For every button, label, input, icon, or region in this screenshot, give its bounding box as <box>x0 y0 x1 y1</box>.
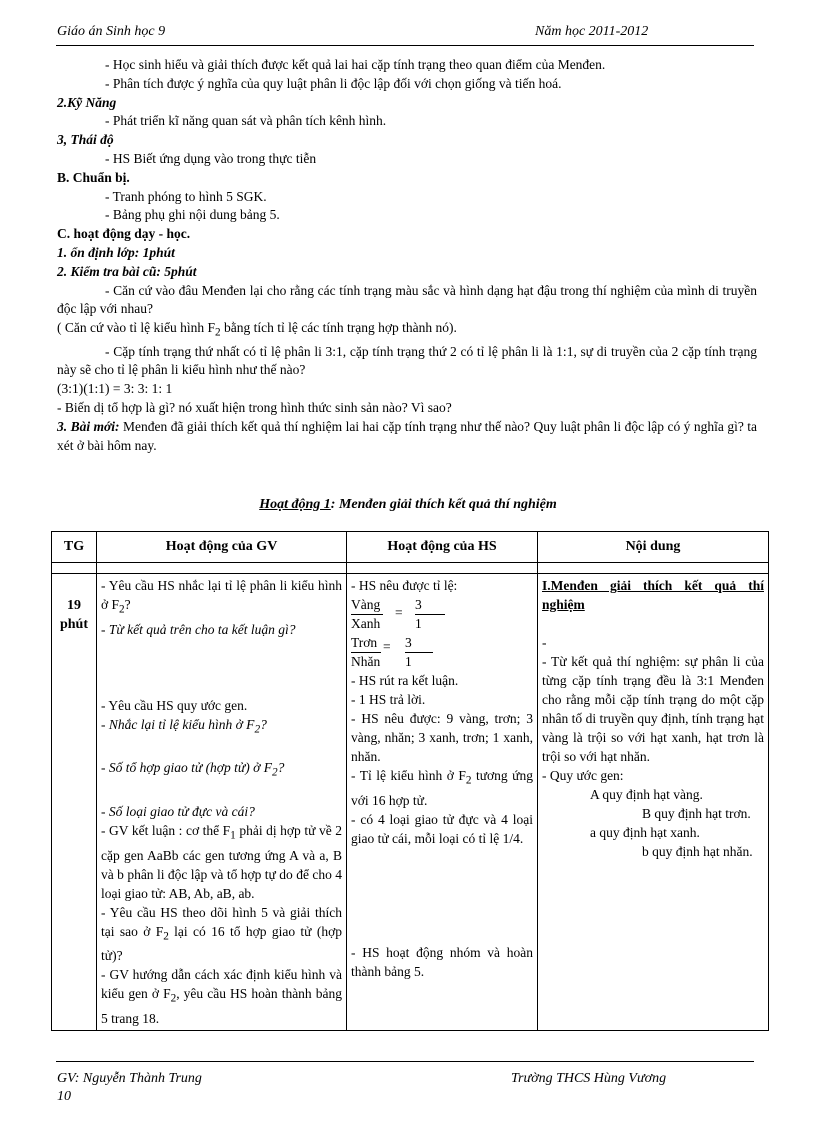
review-question: - Căn cứ vào đâu Menđen lại cho rằng các tính trạng màu sắc và hình dạng hạt đậu trong thí nghiệm của mình di truyền độc lập với nhau? <box>57 282 757 317</box>
review-answer: (3:1)(1:1) = 3: 3: 1: 1 <box>57 381 173 397</box>
gene-rule: B quy định hạt trơn. <box>642 806 751 821</box>
table-spacer-row <box>52 563 769 574</box>
content-paragraph: - Từ kết quả thí nghiệm: sự phân li của từng cặp tính trạng đều là 3:1 Menđen cho rằng mỗi cặp tính trạng do một cặp nhân tố di truyền quy định, tính trạng hạt vàng là trội so với hạt xanh, hạt trơn là trội so với hạt nhăn. <box>542 654 764 764</box>
attitude-text: - HS Biết ứng dụng vào trong thực tiễn <box>105 150 317 166</box>
hs-line: - HS nêu được: 9 vàng, trơn; 3 vàng, nhăn; 3 xanh, trơn; 1 xanh, nhăn. <box>351 711 533 764</box>
objective-line: - Học sinh hiểu và giải thích được kết quả lai hai cặp tính trạng theo quan điểm của Menđen. <box>105 57 606 72</box>
lesson-body <box>57 56 757 455</box>
footer-teacher: GV: Nguyễn Thành Trung <box>57 1071 202 1086</box>
footer-school: Trường THCS Hùng Vương <box>511 1071 667 1086</box>
gv-line: - Yêu cầu HS theo dõi hình 5 và giải thích tại sao ở $F_2$ lại có 16 tổ hợp giao tử (hợp tử)? <box>101 904 342 964</box>
prep-heading: B. Chuẩn bị. <box>57 169 130 185</box>
activity-table <box>51 531 769 1031</box>
content-dash: - <box>542 635 547 650</box>
content-paragraph: - Quy ước gen: <box>542 768 624 783</box>
hs-line: - 1 HS trả lời. <box>351 692 426 707</box>
gene-rule: A quy định hạt vàng. <box>590 787 703 802</box>
hs-line: - HS hoạt động nhóm và hoàn thành bảng 5. <box>351 944 533 979</box>
review-question: - Cặp tính trạng thứ nhất có tỉ lệ phân li 3:1, cặp tính trạng thứ 2 có tỉ lệ phân li là 1:1, sự di truyền của 2 cặp tính trạng này sẽ cho tỉ lệ phân li kiểu hình như thế nào? <box>57 343 757 378</box>
hs-line: - có 4 loại giao tử đực và 4 loại giao tử cái, mỗi loại có tỉ lệ 1/4. <box>351 811 533 846</box>
hs-line: - HS nêu được tỉ lệ: <box>351 578 458 593</box>
gv-line: - Nhắc lại tỉ lệ kiểu hình ở $F_2$? <box>101 716 267 736</box>
gene-rule: b quy định hạt nhăn. <box>642 844 753 859</box>
attitude-heading: 3, Thái độ <box>57 132 114 148</box>
gv-line: - Yêu cầu HS nhắc lại tỉ lệ phân li kiểu hình ở $F_2$? <box>101 578 342 616</box>
review-answer: ( Căn cứ vào tỉ lệ kiểu hình $F_2$ bằng tích tỉ lệ các tính trạng hợp thành nó). <box>57 320 457 339</box>
new-lesson: 3. Bài mới: Menđen đã giải thích kết quả thí nghiệm lai hai cặp tính trạng như thế nào? Quy luật phân li độc lập có ý nghĩa gì? ta xét ở bài hôm nay. <box>57 418 758 453</box>
skills-text: - Phát triển kĩ năng quan sát và phân tích kênh hình. <box>105 113 387 129</box>
header-cell: Hoạt động của HS <box>347 532 538 563</box>
gene-rule: a quy định hạt xanh. <box>590 825 700 840</box>
gv-line: - Yêu cầu HS quy ước gen. <box>101 697 248 713</box>
time-cell: 19 phút <box>52 574 97 1031</box>
gv-line: - Từ kết quả trên cho ta kết luận gì? <box>101 621 296 637</box>
gv-line: - Số loại giao tử đực và cái? <box>101 804 255 820</box>
content-title: I.Menđen giải thích kết quả thí nghiệm <box>542 578 764 612</box>
review-question: - Biến dị tổ hợp là gì? nó xuất hiện trong hình thức sinh sản nào? Vì sao? <box>57 400 452 416</box>
teacher-activity-cell <box>97 574 347 1031</box>
objective-line: - Phân tích được ý nghĩa của quy luật phân li độc lập đối với chọn giống và tiến hoá. <box>105 75 562 91</box>
header-cell: TG <box>52 532 97 563</box>
ratio-shape: Trơn Nhăn = 3 1 <box>351 633 533 671</box>
header-rule <box>56 45 754 46</box>
step-heading: 1. ổn định lớp: 1phút <box>57 244 175 260</box>
header-left: Giáo án Sinh học 9 <box>57 24 166 39</box>
content-cell <box>538 574 769 1031</box>
gv-line: - GV hướng dẫn cách xác định kiểu hình và kiểu gen ở $F_2$, yêu cầu HS hoàn thành bảng 5 trang 18. <box>101 967 342 1027</box>
student-activity-cell <box>347 574 538 1031</box>
hs-line: - Tỉ lệ kiểu hình ở $F_2$ tương ứng với 16 hợp tử. <box>351 768 533 808</box>
step-heading: 2. Kiểm tra bài cũ: 5phút <box>57 263 197 279</box>
page-number: 10 <box>57 1089 71 1104</box>
prep-item: - Bảng phụ ghi nội dung bảng 5. <box>105 207 280 223</box>
table-header-row <box>52 532 769 563</box>
activity-title: Hoạt động 1: Menđen giải thích kết quả thí nghiệm <box>259 497 557 512</box>
footer-rule <box>56 1061 754 1062</box>
skills-heading: 2.Kỹ Năng <box>57 94 117 110</box>
activities-heading: C. hoạt động dạy - học. <box>57 226 191 242</box>
ratio-color: Vàng Xanh = 3 1 <box>351 595 533 633</box>
gv-line: - GV kết luận : cơ thể $F_1$ phải dị hợp tử về 2 cặp gen AaBb các gen tương ứng A và a, B và b phân li độc lập và tổ hợp tự do để cho 4 loại giao tử: AB, Ab, aB, ab. <box>101 823 342 901</box>
header-right: Năm học 2011-2012 <box>535 24 649 39</box>
prep-item: - Tranh phóng to hình 5 SGK. <box>105 188 267 204</box>
gv-line: - Số tổ hợp giao tử (hợp tử) ở $F_2$? <box>101 760 285 780</box>
table-row <box>52 574 769 1031</box>
hs-line: - HS rút ra kết luận. <box>351 673 459 688</box>
header-cell: Hoạt động của GV <box>97 532 347 563</box>
header-cell: Nội dung <box>538 532 769 563</box>
